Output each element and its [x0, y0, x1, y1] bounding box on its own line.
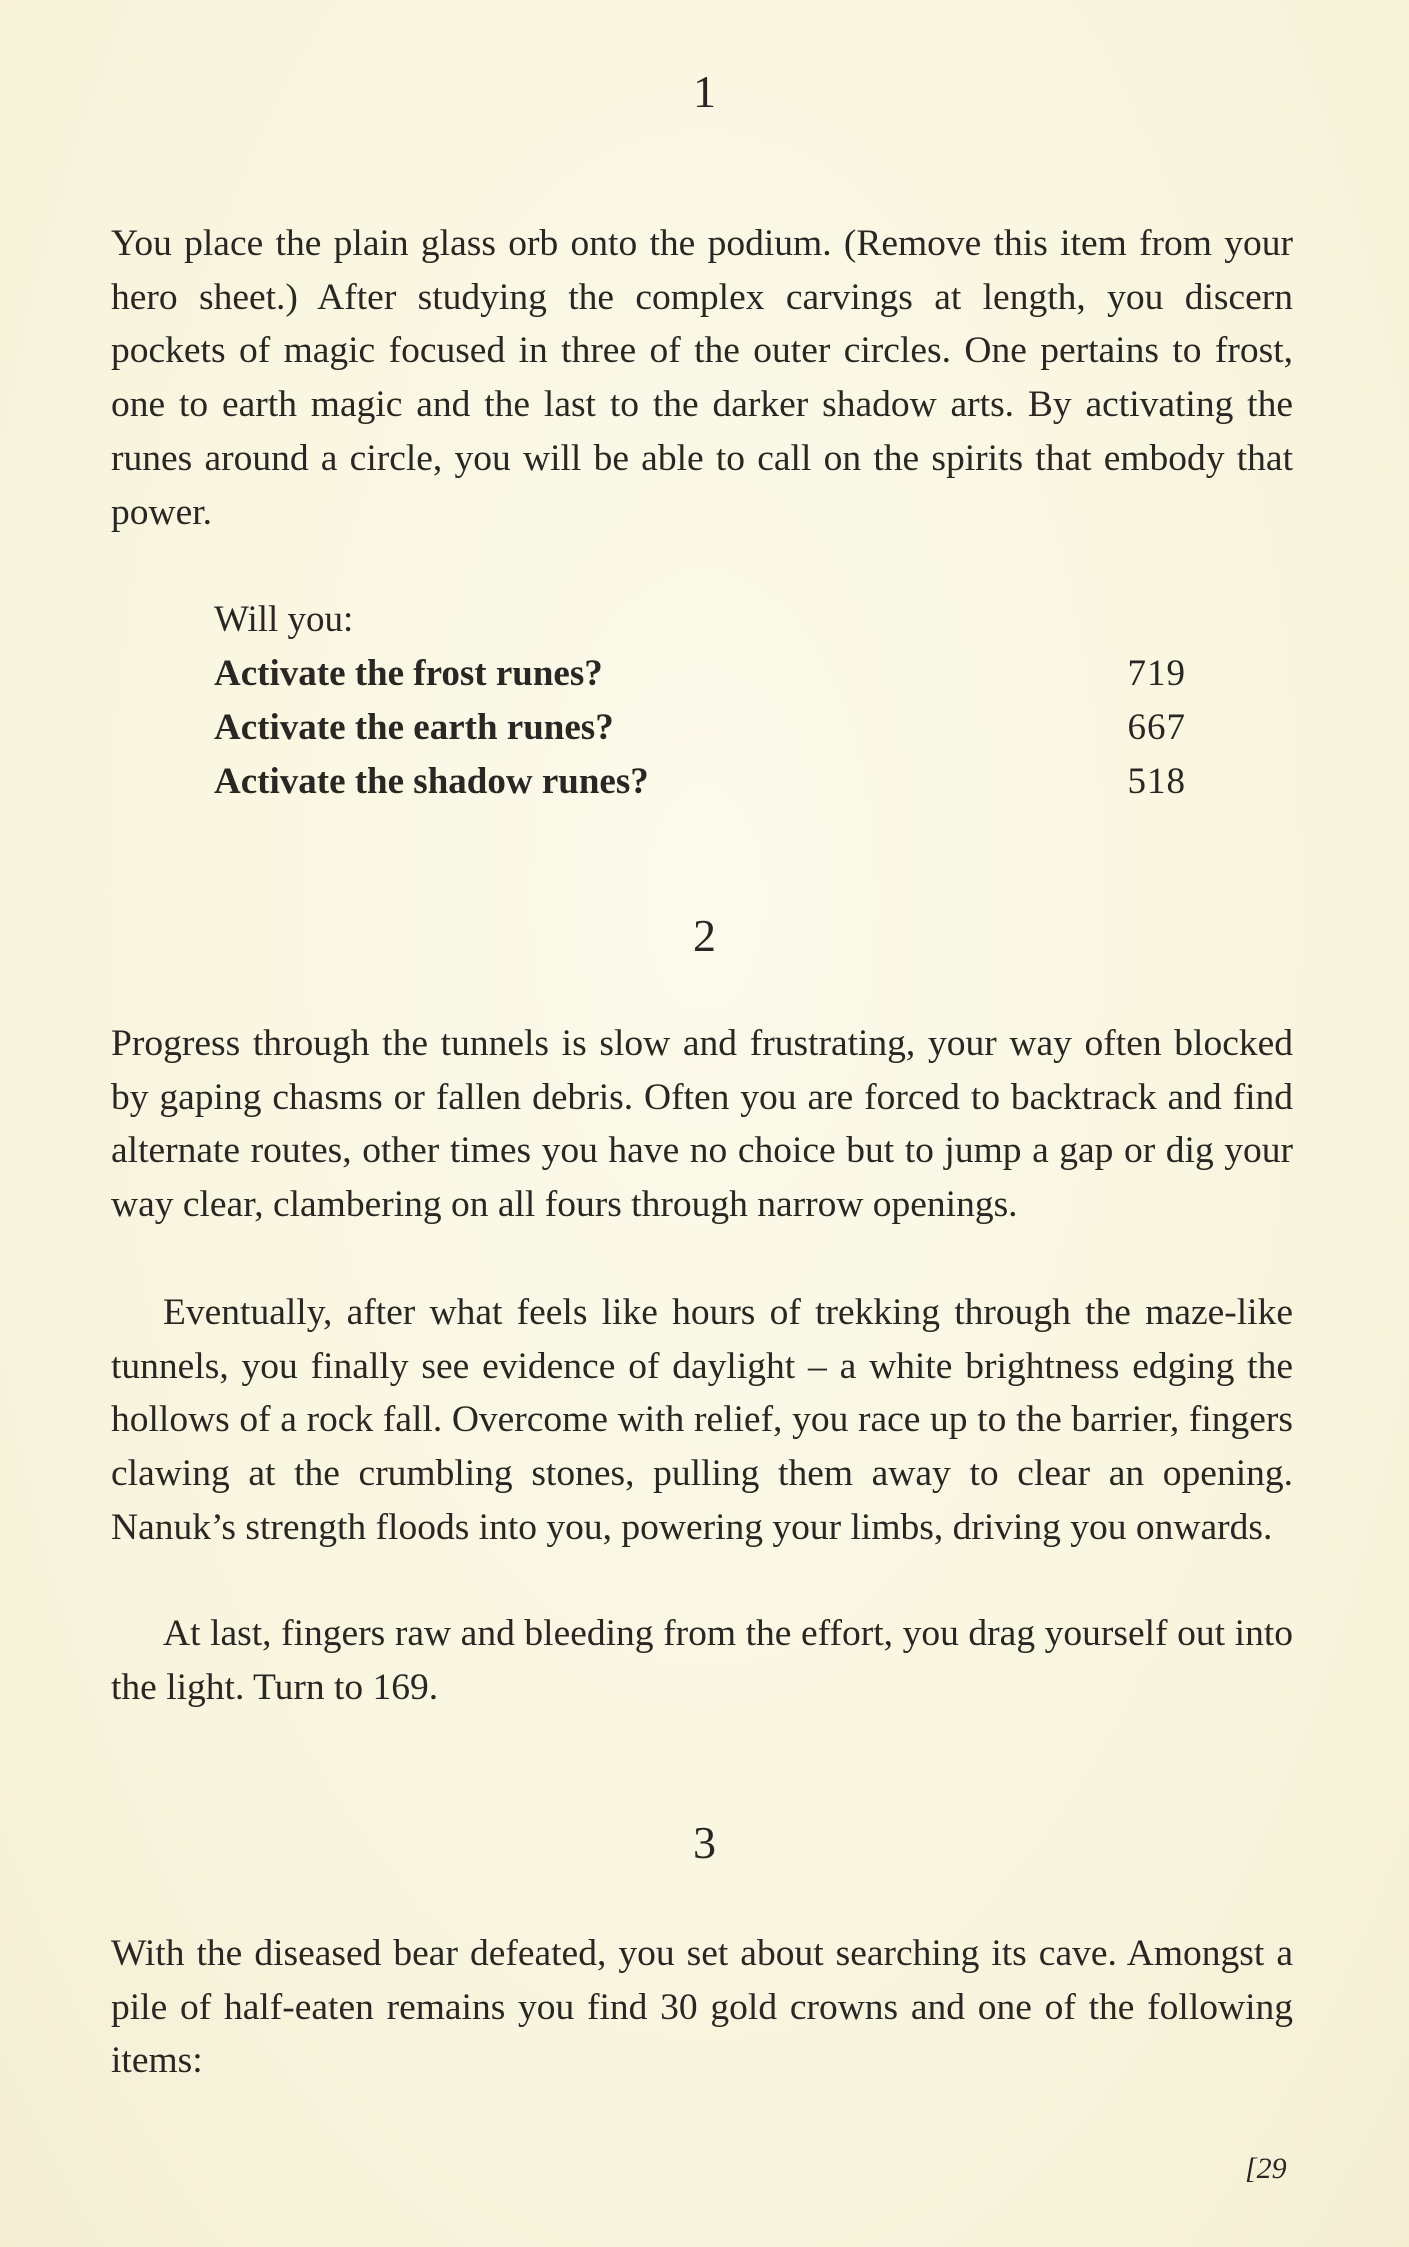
choice-list [214, 593, 1186, 809]
section-number: 3 [693, 1817, 716, 1868]
choice-prompt: Will you: [214, 599, 354, 640]
section-number: 2 [693, 910, 716, 961]
choice-row[interactable] [214, 701, 1186, 755]
choice-row[interactable] [214, 755, 1186, 809]
choice-label: Activate the earth runes? [214, 707, 614, 748]
page-number: [29 [1245, 2152, 1287, 2185]
section-3-paragraph: With the diseased bear defeated, you set about searching its cave. Amongst a pile of half-eaten remains you find 30 gold crowns and one of the following items: [111, 1933, 1293, 2082]
section-2-paragraph: Eventually, after what feels like hours of trekking through the maze-like tunnels, you finally see evidence of daylight – a white brightness edging the hollows of a rock fall. Overcome with relief, you race up to the barrier, fingers clawing at the crumbling stones, pulling them away to clear an opening. Nanuk’s strength floods into you, powering your limbs, driving you onwards. [111, 1292, 1293, 1548]
section-2-paragraph: Progress through the tunnels is slow and frustrating, your way often blocked by gaping chasms or fallen debris. Often you are forced to backtrack and find alternate routes, other times you have no choice but to jump a gap or dig your way clear, clambering on all fours through narrow openings. [111, 1023, 1293, 1226]
choice-label: Activate the shadow runes? [214, 761, 649, 802]
choice-row[interactable] [214, 647, 1186, 701]
section-number: 1 [693, 66, 716, 117]
choice-target-number: 667 [1127, 707, 1186, 748]
choice-label: Activate the frost runes? [214, 653, 603, 694]
choice-target-number: 518 [1127, 761, 1186, 802]
section-2-paragraph: At last, fingers raw and bleeding from the effort, you drag yourself out into the light. Turn to 169. [111, 1613, 1293, 1708]
choice-target-number: 719 [1127, 653, 1186, 694]
section-1-paragraph: You place the plain glass orb onto the podium. (Remove this item from your hero sheet.) After studying the complex carvings at length, you discern pockets of magic focused in three of the outer circles. One pertains to frost, one to earth magic and the last to the darker shadow arts. By activating the runes around a circle, you will be able to call on the spirits that embody that power. [111, 223, 1293, 533]
